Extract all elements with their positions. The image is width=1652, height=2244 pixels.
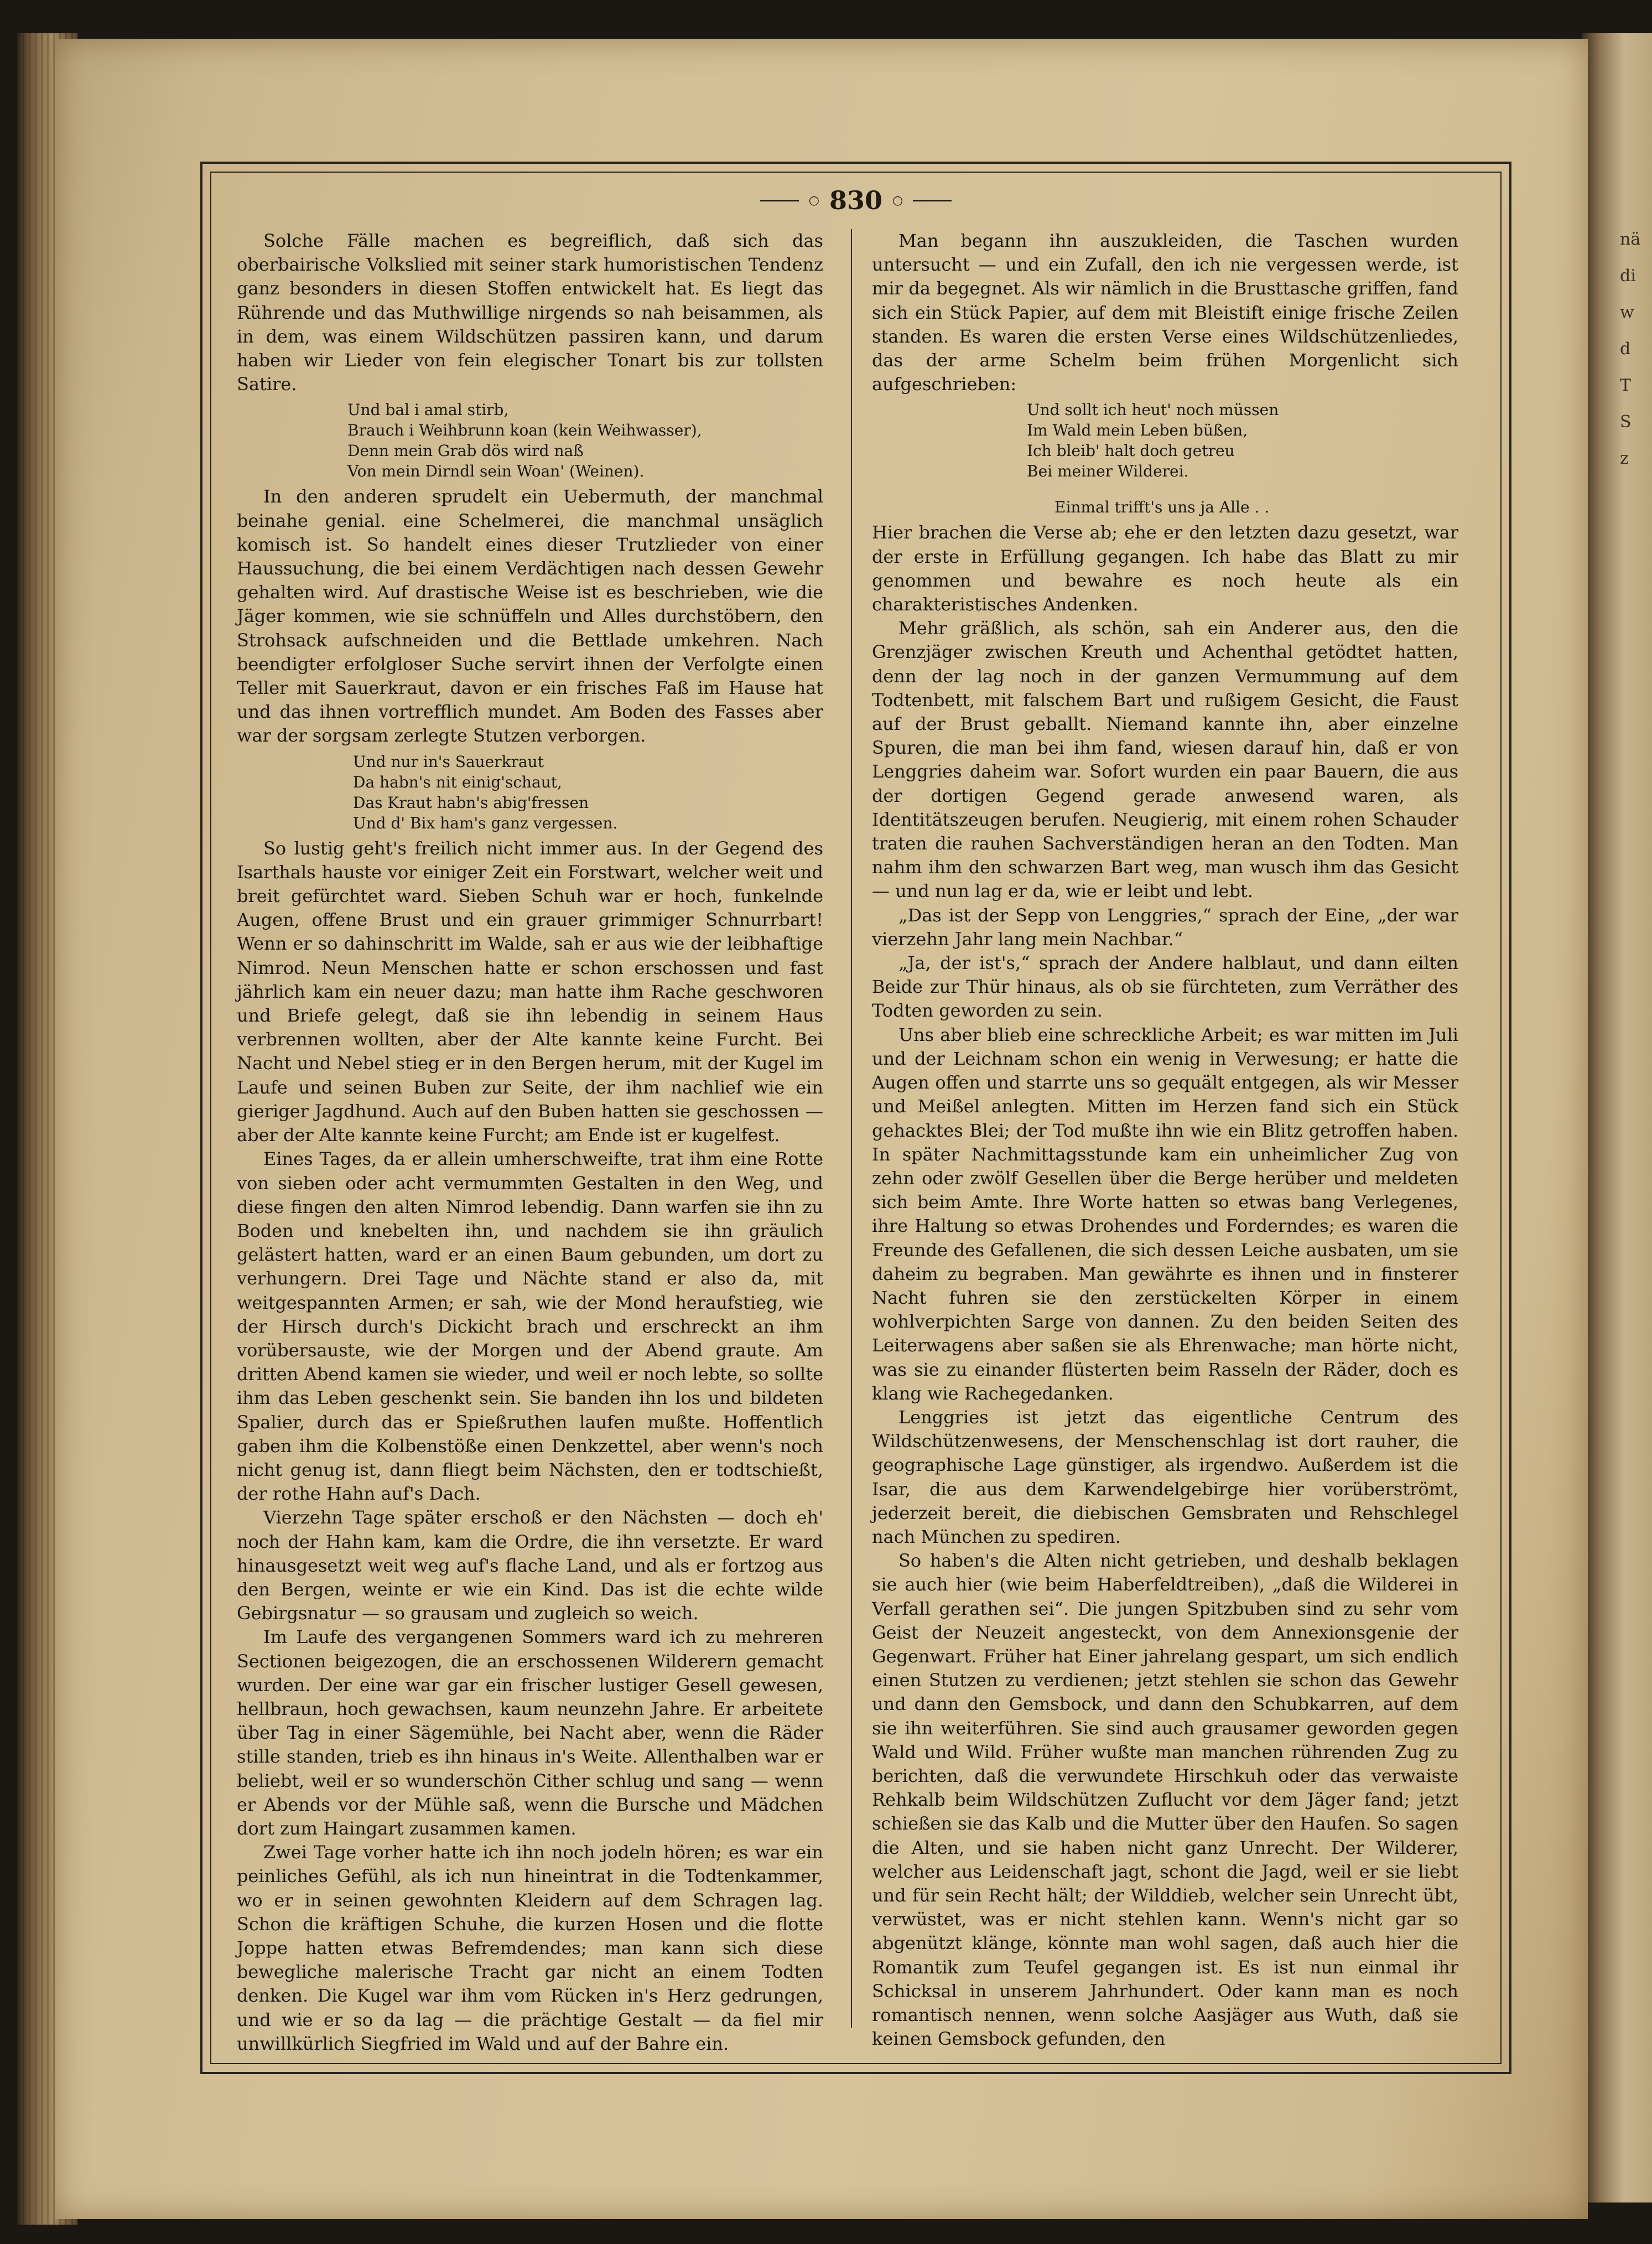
verse-line: Denn mein Grab dös wird naß [347, 442, 584, 460]
facing-page-edge [1582, 33, 1652, 2202]
paragraph: Im Laufe des vergangenen Sommers ward ich zu mehreren Sectionen beigezogen, die an erschossenen Wilderern gemacht wurden. Der eine war gar ein frischer lustiger Gesell gewesen, hellbraun, hoch gewachsen, kaum neunzehn Jahre. Er arbeitete über Tag in einer Sägemühle, bei Nacht aber, wenn die Räder stille standen, trieb es ihn hinaus in's Weite. Allenthalben war er beliebt, weil er so wunderschön Cither schlug und sang — wenn er Abends vor der Mühle saß, wenn die Bursche und Mädchen dort zum Haingart zusammen kamen. [237, 1626, 823, 1839]
paragraph: „Das ist der Sepp von Lenggries,“ sprach der Eine, „der war vierzehn Jahr lang mein Nachbar.“ [872, 904, 1458, 950]
facing-page-fragment: S [1620, 412, 1632, 432]
facing-page-margin-text [1620, 221, 1651, 477]
right-column [872, 229, 1458, 2051]
verse-line: Ich bleib' halt doch getreu [1027, 442, 1235, 460]
paragraph: So lustig geht's freilich nicht immer aus. In der Gegend des Isarthals hauste vor einiger Zeit ein Forstwart, welcher weit und breit gefürchtet ward. Sieben Schuh war er hoch, funkelnde Augen, offene Brust und ein grauer grimmiger Schnurrbart! Wenn er so dahinschritt im Walde, sah er aus wie der leibhaftige Nimrod. Neun Menschen hatte er schon erschossen und fast jährlich kam ein neuer dazu; man hatte ihm Rache geschworen und Briefe gelegt, daß sie ihn lebendig in seinem Haus verbrennen wollten, aber der Alte kannte keine Furcht. Bei Nacht und Nebel stieg er in den Bergen herum, mit der Kugel im Laufe und seinen Buben zur Seite, der ihm nachlief wie ein gieriger Jagdhund. Auch auf den Buben hatten sie geschossen — aber der Alte kannte keine Furcht; am Ende ist er kugelfest. [237, 837, 823, 1146]
verse-block [872, 497, 1458, 517]
verse-line: Das Kraut habn's abig'fressen [353, 793, 589, 812]
verse-line: Und sollt ich heut' noch müssen [1027, 401, 1279, 419]
page-frame [200, 162, 1511, 2074]
paragraph: Vierzehn Tage später erschoß er den Nächsten — doch eh' noch der Hahn kam, kam die Ordre, die ihn versetzte. Er ward hinausgesetzt weit weg auf's flache Land, und als er fortzog aus den Bergen, weinte er wie ein Kind. Das ist die echte wilde Gebirgsnatur — so grausam und zugleich so weich. [237, 1507, 823, 1624]
verse-block [872, 400, 1458, 481]
verse-line: Von mein Dirndl sein Woan' (Weinen). [347, 462, 645, 481]
paragraph: Solche Fälle machen es begreiflich, daß sich das oberbairische Volkslied mit seiner stark humoristischen Tendenz ganz besonders in diesen Stoffen entwickelt hat. Es liegt das Rührende und das Muthwillige nirgends so nah beisammen, als in dem, was einem Wildschützen passiren kann, und darum haben wir Lieder von fein elegischer Tonart bis zur tollsten Satire. [237, 230, 823, 395]
header-ornament-right: ○ [892, 193, 903, 208]
verse-line: Da habn's nit einig'schaut, [353, 773, 562, 791]
verse-line: Und d' Bix ham's ganz vergessen. [353, 813, 618, 832]
paragraph: Man begann ihn auszukleiden, die Taschen wurden untersucht — und ein Zufall, den ich nie vergessen werde, ist mir da begegnet. Als wir nämlich in die Brusttasche griffen, fand sich ein Stück Papier, auf dem mit Bleistift einige frische Zeilen standen. Es waren die ersten Verse eines Wildschützenliedes, das der arme Schelm beim frühen Morgenlicht sich aufgeschrieben: [872, 230, 1458, 395]
paragraph: Mehr gräßlich, als schön, sah ein Anderer aus, den die Grenzjäger zwischen Kreuth und Achenthal getödtet hatten, denn der lag noch in der ganzen Vermummung auf dem Todtenbett, mit falschem Bart und rußigem Gesicht, die Faust auf der Brust geballt. Niemand kannte ihn, aber einzelne Spuren, die man bei ihm fand, wiesen darauf hin, daß er von Lenggries daheim war. Sofort wurden ein paar Bauern, die aus der dortigen Gegend gerade anwesend waren, als Identitätszeugen berufen. Neugierig, mit einem rohen Schauder traten die rauhen Sachverständigen heran an den Todten. Man nahm ihm den schwarzen Bart weg, man wusch ihm das Gesicht — und nun lag er da, wie er leibt und lebt. [872, 618, 1458, 902]
paragraph: So haben's die Alten nicht getrieben, und deshalb beklagen sie auch hier (wie beim Haberfeldtreiben), „daß die Wilderei in Verfall gerathen sei“. Die jungen Spitzbuben sind zu sehr vom Geist der Neuzeit angesteckt, von dem Annexionsgenie der Gegenwart. Früher hat Einer jahrelang gespart, um sich endlich einen Stutzen zu verdienen; jetzt stehlen sie schon das Gewehr und dann den Gemsbock, und dann den Schubkarren, auf dem sie ihn weiterführen. Sie sind auch grausamer geworden gegen Wald und Wild. Früher wußte man manchen rührenden Zug zu berichten, daß die verwundete Hirschkuh oder das verwaiste Rehkalb beim Wildschützen Zuflucht vor dem Jäger fand; jetzt schießen sie das Kalb und die Mutter über den Haufen. So sagen die Alten, und sie haben nicht ganz Unrecht. Der Wilderer, welcher aus Leidenschaft jagt, schont die Jagd, weil er sie liebt und für sein Recht hält; der Wilddieb, welcher sein Unrecht übt, verwüstet, was er nicht stehlen kann. Wenn's nicht gar so abgenützt klänge, könnte man wohl sagen, daß auch hier die Romantik zum Teufel gegangen ist. Es ist nun einmal ihr Schicksal in unserem Jahrhundert. Oder kann man es noch romantisch nennen, wenn solche Aasjäger aus Wuth, daß sie keinen Gemsbock gefunden, den [872, 1550, 1458, 2050]
left-column [237, 229, 823, 2056]
verse-block [237, 400, 823, 481]
facing-page-fragment: nä [1620, 230, 1641, 249]
verse-line: Im Wald mein Leben büßen, [1027, 421, 1248, 440]
facing-page-fragment: T [1620, 376, 1632, 395]
facing-page-fragment: di [1620, 266, 1636, 286]
verse-block [237, 752, 823, 833]
paragraph: Lenggries ist jetzt das eigentliche Centrum des Wildschützenwesens, der Menschenschlag ist dort rauher, die geographische Lage günstiger, als irgendwo. Außerdem ist die Isar, die aus dem Karwendelgebirge hier vorüberströmt, jederzeit bereit, die diebischen Gemsbraten und Rehschlegel nach München zu spediren. [872, 1406, 1458, 1547]
verse-line: Einmal trifft's uns ja Alle . . [1054, 498, 1270, 517]
facing-page-fragment: z [1620, 449, 1629, 468]
verse-line: Und bal i amal stirb, [347, 401, 509, 419]
verse-line: Bei meiner Wilderei. [1027, 462, 1189, 481]
header-ornament-left: ○ [808, 193, 819, 208]
paragraph: Eines Tages, da er allein umherschweifte, trat ihm eine Rotte von sieben oder acht vermummten Gestalten in den Weg, und diese fingen den alten Nimrod lebendig. Dann warfen sie ihn zu Boden und knebelten ihn, und nachdem sie ihn gräulich gelästert hatten, ward er an einen Baum gebunden, um dort zu verhungern. Drei Tage und Nächte stand er also da, mit weitgespannten Armen; er sah, wie der Mond heraufstieg, wie der Hirsch durch's Dickicht brach und erschreckt an ihm vorübersauste, wie der Morgen und der Abend graute. Am dritten Abend kamen sie wieder, und weil er noch lebte, so sollte ihm das Leben geschenkt sein. Sie banden ihn los und bildeten Spalier, durch das er Spießruthen laufen mußte. Hoffentlich gaben ihm die Kolbenstöße einen Denkzettel, aber wenn's noch nicht genug ist, dann fliegt beim Nächsten, den er todtschießt, der rothe Hahn auf's Dach. [237, 1148, 823, 1505]
header-rule-left [760, 200, 799, 201]
paragraph: Hier brachen die Verse ab; ehe er den letzten dazu gesetzt, war der erste in Erfüllung gegangen. Ich habe das Blatt zu mir genommen und bewahre es noch heute als ein charakteristisches Andenken. [872, 522, 1458, 615]
verse-line: Und nur in's Sauerkraut [353, 752, 544, 771]
page-header [202, 184, 1509, 217]
page-number: 830 [829, 185, 883, 215]
verse-line: Brauch i Weihbrunn koan (kein Weihwasser), [347, 421, 702, 440]
paragraph: In den anderen sprudelt ein Uebermuth, der manchmal beinahe genial. eine Schelmerei, die manchmal unsäglich komisch ist. So handelt eines dieser Trutzlieder von einer Haussuchung, die bei einem Verdächtigen nach dessen Gewehr gehalten wird. Auf drastische Weise ist es beschrieben, wie die Jäger kommen, wie sie schnüffeln und Alles durchstöbern, den Strohsack aufschneiden und die Bettlade umkehren. Nach beendigter erfolgloser Suche servirt ihnen der Verfolgte einen Teller mit Sauerkraut, davon er ein frisches Faß im Hause hat und das ihnen vortrefflich mundet. Am Boden des Fasses aber war der sorgsam zerlegte Stutzen verborgen. [237, 486, 823, 747]
facing-page-fragment: d [1620, 339, 1631, 359]
paragraph: Uns aber blieb eine schreckliche Arbeit; es war mitten im Juli und der Leichnam schon ein wenig in Verwesung; er hatte die Augen offen und starrte uns so gequält entgegen, als wir Messer und Meißel anlegten. Mitten im Herzen fand sich ein Stück gehacktes Blei; der Tod mußte ihn wie ein Blitz getroffen haben. In später Nachmittagsstunde kam ein unheimlicher Zug von zehn oder zwölf Gesellen über die Berge herüber und meldeten sich beim Amte. Ihre Worte hatten so etwas bang Verlegenes, ihre Haltung so etwas Drohendes und Forderndes; es waren die Freunde des Gefallenen, die sich dessen Leiche ausbaten, um sie daheim zu begraben. Man gewährte es ihnen und in finsterer Nacht fuhren sie den zerstückelten Körper in einem wohlverpichten Sarge von dannen. Zu den beiden Seiten des Leiterwagens aber saßen sie als Ehrenwache; man hörte nicht, was sie zu einander flüsterten beim Rasseln der Räder, doch es klang wie Rachegedanken. [872, 1024, 1458, 1404]
paragraph: Zwei Tage vorher hatte ich ihn noch jodeln hören; es war ein peinliches Gefühl, als ich nun hineintrat in die Todtenkammer, wo er in seinen gewohnten Kleidern auf dem Schragen lag. Schon die kräftigen Schuhe, die kurzen Hosen und die flotte Joppe hatten etwas Befremdendes; man kann sich diese bewegliche malerische Tracht gar nicht an einem Todten denken. Die Kugel war ihm vom Rücken in's Herz gedrungen, und wie er so da lag — die prächtige Gestalt — da fiel mir unwillkürlich Siegfried im Wald und auf der Bahre ein. [237, 1842, 823, 2054]
column-divider [851, 229, 852, 2028]
paragraph: „Ja, der ist's,“ sprach der Andere halblaut, und dann eilten Beide zur Thür hinaus, als ob sie fürchteten, zum Verräther des Todten geworden zu sein. [872, 952, 1458, 1022]
facing-page-fragment: w [1620, 303, 1634, 322]
header-rule-right [913, 200, 952, 201]
